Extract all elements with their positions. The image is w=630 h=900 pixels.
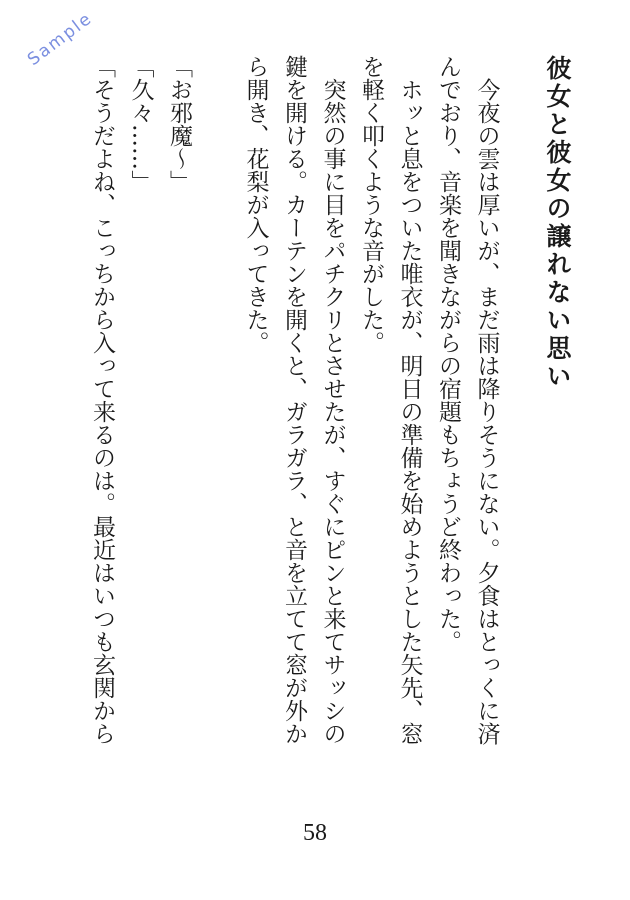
text-line-6: 鍵を開ける。カーテンを開くと、ガラガラ、と音を立てて窓が外か bbox=[281, 55, 307, 745]
text-line-4: を軽く叩くような音がした。 bbox=[358, 55, 384, 354]
text-line-5: 突然の事に目をパチクリとさせたが、すぐにピンと来てサッシの bbox=[319, 78, 346, 745]
title-spacer bbox=[506, 55, 538, 795]
sample-watermark: Sample bbox=[23, 8, 97, 70]
dialogue-line-3: 「そうだよね、こっちから入って来るのは。最近はいつも玄関から bbox=[89, 55, 115, 745]
text-line-3: ホッと息をついた唯衣が、明日の準備を始めようとした矢先、窓 bbox=[396, 78, 423, 745]
page-number: 58 bbox=[303, 820, 327, 846]
vertical-text-body bbox=[52, 55, 576, 795]
text-line-1: 今夜の雲は厚いが、まだ雨は降りそうにない。夕食はとっくに済 bbox=[473, 78, 500, 745]
dialogue-line-1: 「お邪魔～」 bbox=[166, 55, 192, 193]
scene-spacer bbox=[198, 55, 236, 795]
text-line-7: ら開き、花梨が入ってきた。 bbox=[242, 55, 269, 354]
dialogue-line-2: 「久々……」 bbox=[127, 55, 154, 193]
chapter-title: 彼女と彼女の譲れない思い bbox=[543, 55, 572, 391]
text-line-2: んでおり、音楽を聞きながらの宿題もちょうど終わった。 bbox=[435, 55, 461, 653]
